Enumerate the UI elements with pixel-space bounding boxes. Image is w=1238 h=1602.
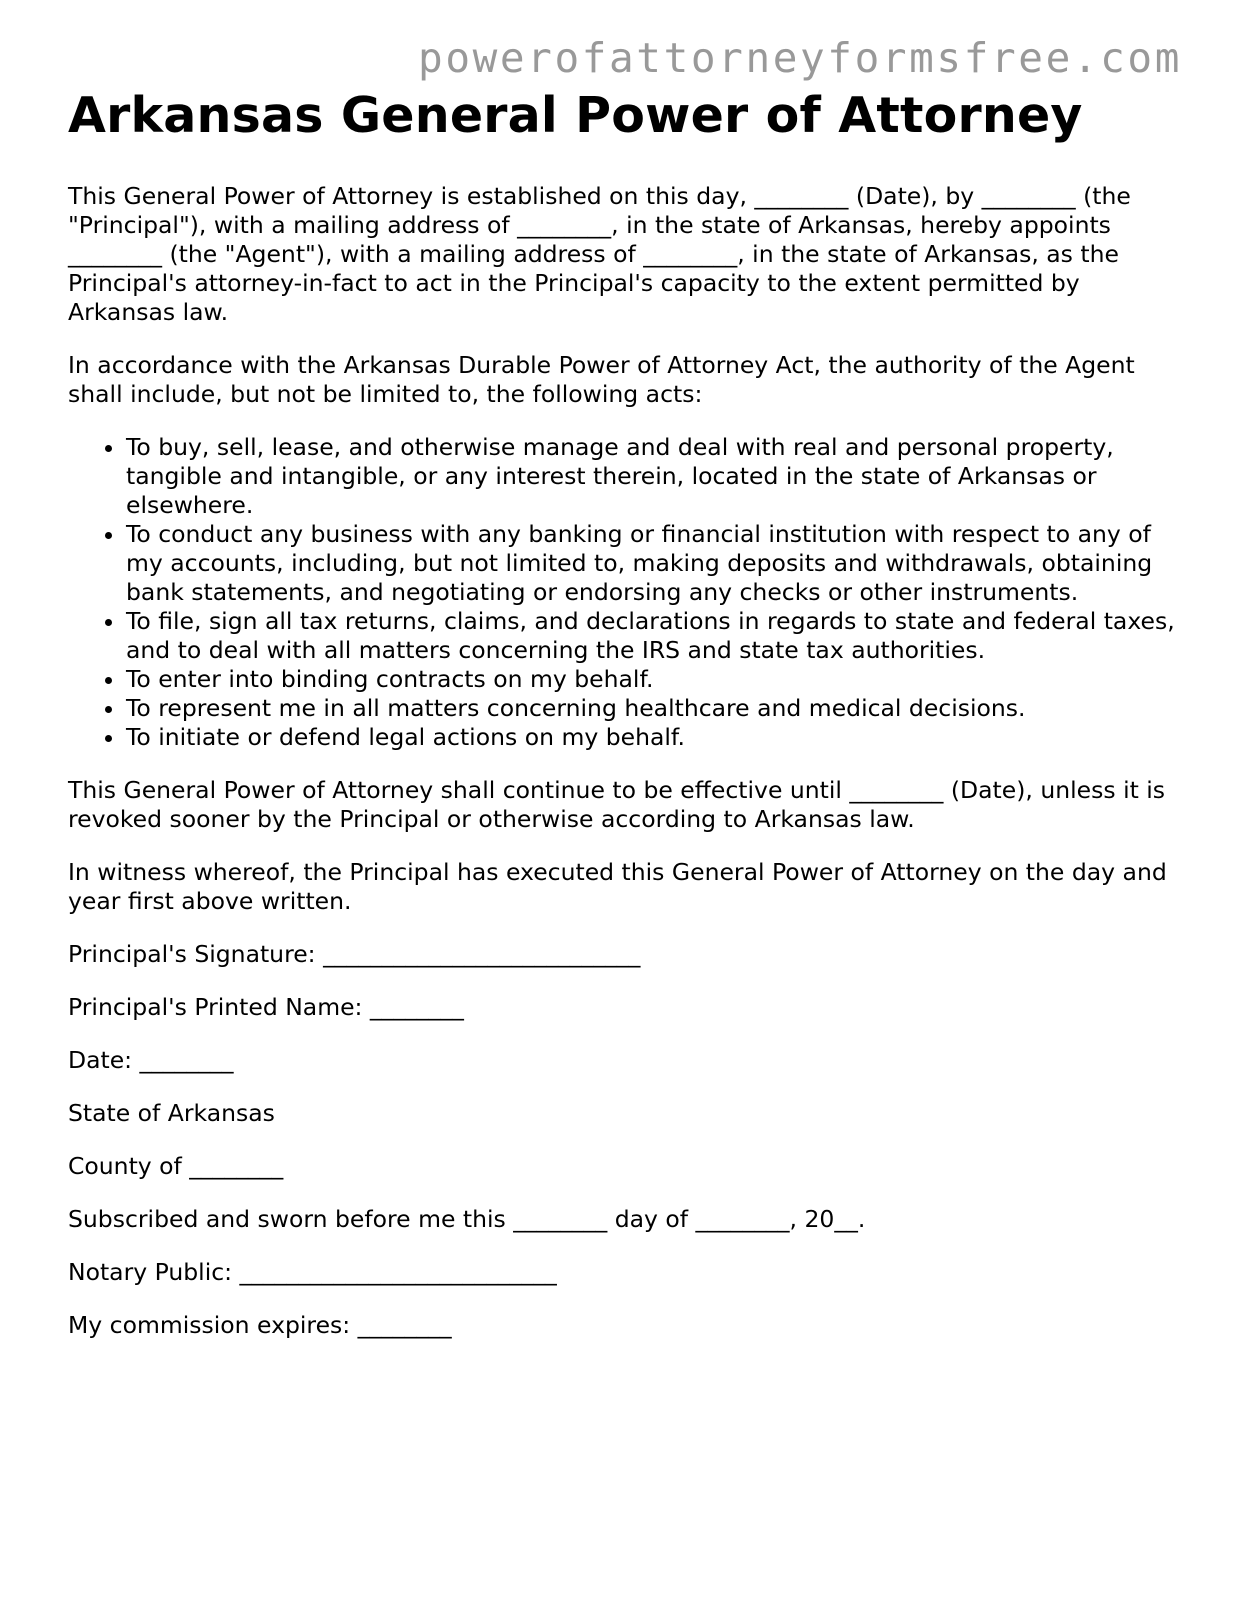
list-item: • To enter into binding contracts on my behalf. bbox=[126, 665, 1178, 694]
commission-expires-line: My commission expires: ________ bbox=[68, 1311, 452, 1339]
document-body bbox=[68, 86, 1178, 1364]
list-item: • To conduct any business with any banking or financial institution with respect to any of my accounts, including, but not limited to, making deposits and withdrawals, obtaining bank statements, and negotiating or endorsing any checks or other instruments. bbox=[126, 520, 1178, 607]
document-title: Arkansas General Power of Attorney bbox=[68, 87, 1083, 144]
list-item: • To buy, sell, lease, and otherwise manage and deal with real and personal property, tangible and intangible, or any interest therein, located in the state of Arkansas or elsewhere. bbox=[126, 433, 1178, 520]
duration-paragraph: This General Power of Attorney shall continue to be effective until ________ (Date), unless it is revoked sooner by the Principal or otherwise according to Arkansas law. bbox=[68, 776, 1166, 833]
notary-public-line: Notary Public: ___________________________ bbox=[68, 1258, 557, 1286]
list-item: • To initiate or defend legal actions on my behalf. bbox=[126, 723, 1178, 752]
principal-printed-name-line: Principal's Printed Name: ________ bbox=[68, 993, 464, 1021]
county-line: County of ________ bbox=[68, 1152, 284, 1180]
authority-paragraph: In accordance with the Arkansas Durable Power of Attorney Act, the authority of the Agent shall include, but not be limited to, the following acts: bbox=[68, 351, 1135, 408]
list-item: • To represent me in all matters concerning healthcare and medical decisions. bbox=[126, 694, 1178, 723]
watermark-text: powerofattorneyformsfree.com bbox=[418, 34, 1182, 82]
acts-list bbox=[68, 433, 1178, 752]
state-line: State of Arkansas bbox=[68, 1099, 275, 1127]
witness-paragraph: In witness whereof, the Principal has executed this General Power of Attorney on the day and year first above written. bbox=[68, 858, 1167, 915]
intro-paragraph: This General Power of Attorney is established on this day, ________ (Date), by ________ (the "Principal"), with a mailing address of ________, in the state of Arkansas, hereby appoints ________ (the "Agent"), with a mailing address of ________, in the state of Arkansas, as the Principal's attorney-in-fact to act in the Principal's capacity to the extent permitted by Arkansas law. bbox=[68, 182, 1131, 326]
list-item: • To file, sign all tax returns, claims, and declarations in regards to state and federal taxes, and to deal with all matters concerning the IRS and state tax authorities. bbox=[126, 607, 1178, 665]
date-line: Date: ________ bbox=[68, 1046, 234, 1074]
subscribed-sworn-line: Subscribed and sworn before me this ________ day of ________, 20__. bbox=[68, 1205, 866, 1233]
principal-signature-line: Principal's Signature: ___________________________ bbox=[68, 940, 641, 968]
